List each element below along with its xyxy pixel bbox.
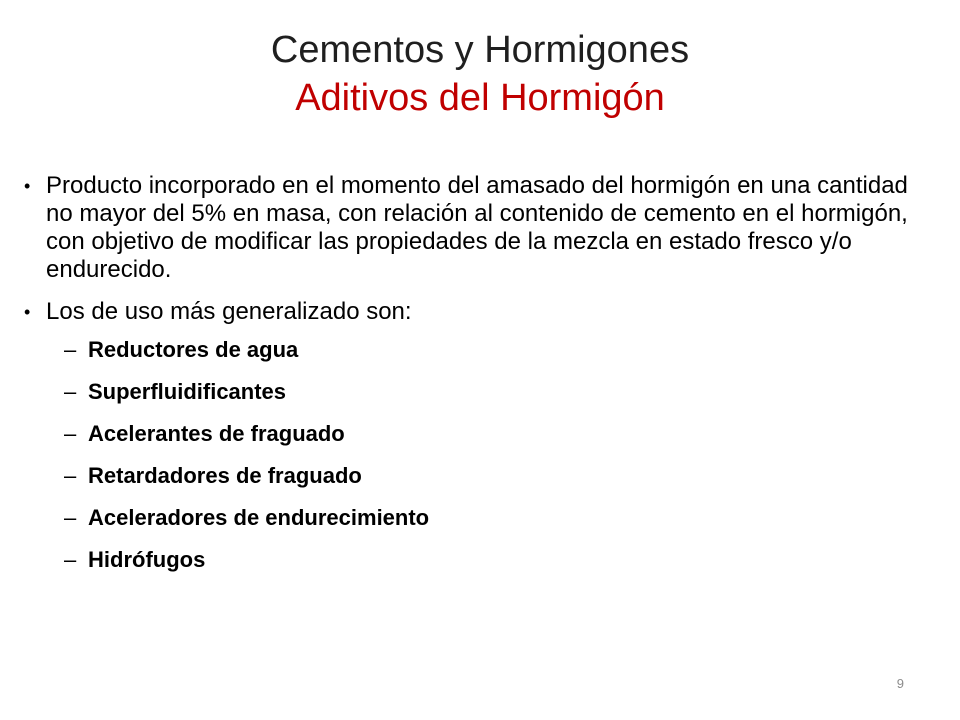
bullet-dot-icon: • xyxy=(24,176,31,196)
sub-item xyxy=(64,420,924,448)
dash-icon: – xyxy=(64,547,77,572)
slide-title: Cementos y Hormigones xyxy=(270,29,690,71)
page-number: 9 xyxy=(896,676,904,691)
dash-icon: – xyxy=(64,463,77,488)
sub-item-text: Acelerantes de fraguado xyxy=(88,421,345,446)
dash-icon: – xyxy=(64,337,77,362)
sub-item-text: Superfluidificantes xyxy=(88,379,287,404)
bullet-item xyxy=(24,298,924,326)
sub-item xyxy=(64,378,924,406)
sub-item-text: Aceleradores de endurecimiento xyxy=(88,505,430,530)
dash-icon: – xyxy=(64,421,77,446)
bullet-text: Producto incorporado en el momento del amasado del hormigón en una cantidad no mayor del 5% en masa, con relación al contenido de cemento en el hormigón, con objetivo de modificar las propiedades de la mezcla en estado fresco y/o endurecido. xyxy=(46,172,908,283)
sub-item xyxy=(64,462,924,490)
sub-item xyxy=(64,504,924,532)
sub-item xyxy=(64,336,924,364)
bullet-item xyxy=(24,172,924,284)
dash-icon: – xyxy=(64,379,77,404)
title-block xyxy=(60,26,900,122)
slide-subtitle: Aditivos del Hormigón xyxy=(295,77,665,119)
sub-list xyxy=(24,336,924,574)
bullet-text: Los de uso más generalizado son: xyxy=(46,298,412,325)
sub-item-text: Reductores de agua xyxy=(88,337,299,362)
sub-item-text: Retardadores de fraguado xyxy=(88,463,362,488)
sub-item xyxy=(64,546,924,574)
bullet-dot-icon: • xyxy=(24,302,31,322)
dash-icon: – xyxy=(64,505,77,530)
content-body xyxy=(24,172,924,588)
sub-item-text: Hidrófugos xyxy=(88,547,206,572)
